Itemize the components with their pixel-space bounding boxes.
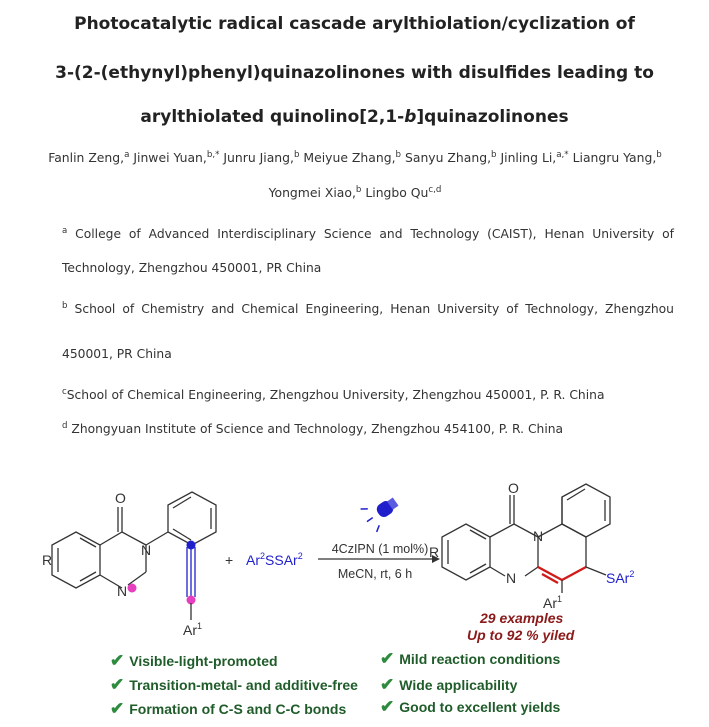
- author-list: [40, 139, 670, 209]
- affiliation-a-line1: $^a$ College of Advanced Interdisciplinary Science and Technology (CAIST), Henan University of: [62, 226, 674, 242]
- feature-right-1: ✔ Mild reaction conditions: [380, 649, 561, 668]
- author: Yongmei Xiao,$^b$: [268, 185, 362, 201]
- affiliation-d: $^d$ Zhongyuan Institute of Science and Technology, Zhengzhou 454100, P. R. China: [62, 421, 564, 437]
- label-Ar1: Ar$^1$: [543, 594, 563, 611]
- catalyst-label: 4CzIPN (1 mol%): [331, 542, 429, 556]
- examples-count: 29 examples: [480, 610, 564, 626]
- check-icon: ✔: [110, 651, 125, 670]
- blue-atom-marker: [187, 541, 196, 550]
- check-icon: ✔: [110, 699, 125, 718]
- label-Ar1: Ar$^1$: [183, 621, 203, 638]
- plus-sign: +: [225, 552, 234, 568]
- label-N: N: [141, 542, 152, 558]
- label-N: N: [533, 528, 544, 544]
- author: Lingbo Qu$^{c,d}$: [365, 185, 442, 201]
- pink-atom-marker: [128, 584, 137, 593]
- check-icon: ✔: [110, 675, 125, 694]
- label-N: N: [506, 570, 517, 586]
- label-N: N: [117, 583, 128, 599]
- substrate-structure: [52, 484, 610, 597]
- label-O: O: [508, 480, 519, 496]
- conditions-label: MeCN, rt, 6 h: [337, 567, 413, 581]
- affiliation-b-line1: $^b$ School of Chemistry and Chemical Engineering, Henan University of Technology, Zhengzhou: [62, 301, 674, 317]
- title-line-3-start: arylthiolated quinolino[2,1-: [140, 107, 405, 127]
- light-bulb-icon: [359, 490, 404, 533]
- author: Fanlin Zeng,$^a$: [48, 150, 130, 166]
- title-italic-b: b: [404, 107, 417, 127]
- reaction-scheme: [0, 475, 709, 650]
- check-icon: ✔: [380, 697, 395, 716]
- title-line-3: [0, 107, 709, 127]
- affiliation-b-line2: 450001, PR China: [62, 347, 172, 361]
- author: Junru Jiang,$^b$: [223, 150, 300, 166]
- feature-left-3: ✔ Formation of C-S and C-C bonds: [110, 699, 347, 718]
- author: Liangru: [572, 150, 620, 166]
- affiliation-c: $^c$School of Chemical Engineering, Zhengzhou University, Zhengzhou 450001, P. R. China: [62, 387, 605, 403]
- feature-left-1: ✔ Visible-light-promoted: [110, 651, 278, 670]
- check-icon: ✔: [380, 675, 395, 694]
- feature-right-2: ✔ Wide applicability: [380, 675, 518, 694]
- affiliation-a-line2: Technology, Zhengzhou 450001, PR China: [62, 261, 322, 275]
- feature-left-2: ✔ Transition-metal- and additive-free: [110, 675, 358, 694]
- title-line-1: Photocatalytic radical cascade arylthiolation/cyclization of: [74, 14, 635, 34]
- author: Jinling Li,$^{a,*}$: [500, 150, 569, 166]
- title-line-2: 3-(2-(ethynyl)phenyl)quinazolinones with disulfides leading to: [55, 63, 654, 83]
- author: Meiyue Zhang,$^b$: [303, 150, 402, 166]
- label-R: R: [429, 544, 440, 560]
- author: Yang,$^b$: [623, 150, 662, 166]
- label-R: R: [42, 552, 53, 568]
- reagent-disulfide: Ar$^2$SSAr$^2$: [246, 551, 303, 568]
- feature-right-3: ✔ Good to excellent yields: [380, 697, 561, 716]
- max-yield: Up to 92 % yiled: [467, 627, 575, 643]
- label-O: O: [115, 490, 126, 506]
- title-line-3-end: ]quinazolinones: [416, 107, 569, 127]
- label-SAr2: SAr$^2$: [606, 569, 635, 586]
- check-icon: ✔: [380, 649, 395, 668]
- author: Jinwei Yuan,$^{b,*}$: [133, 150, 220, 166]
- author: Sanyu Zhang,$^b$: [404, 150, 497, 166]
